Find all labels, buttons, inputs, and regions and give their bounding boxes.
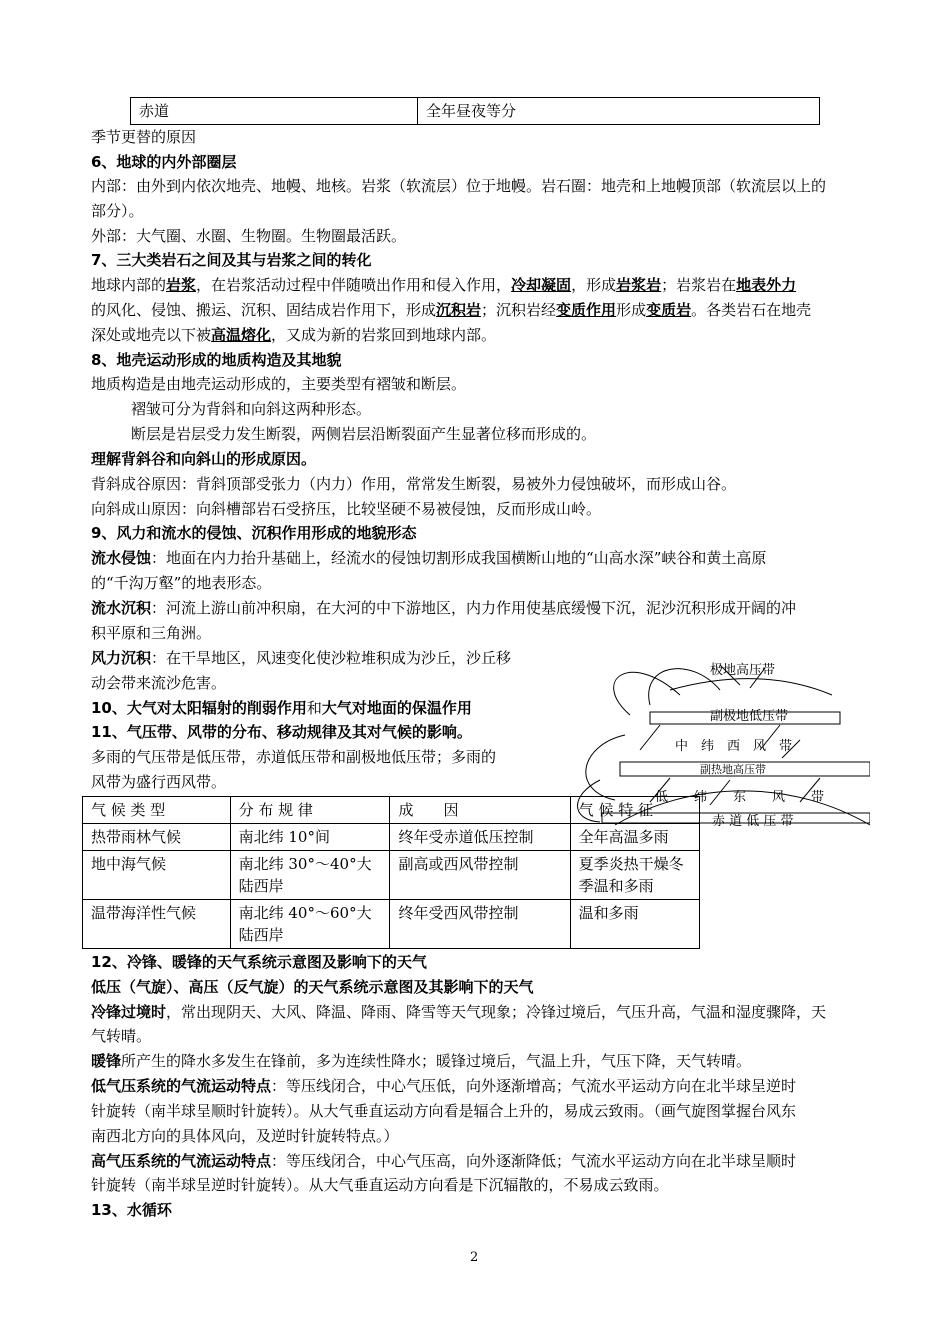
text-line: 褶皱可分为背斜和向斜这两种形态。 <box>131 400 372 418</box>
table-row <box>131 98 820 125</box>
text-line <box>91 1001 826 1023</box>
text-line <box>91 1075 796 1097</box>
text-line: 动会带来流沙危害。 <box>91 674 227 692</box>
keyword: 冷锋过境时 <box>91 1003 167 1021</box>
table-cell: 南北纬 30°～40°大陆西岸 <box>230 851 390 900</box>
table-header-cell: 分 布 规 律 <box>230 797 390 824</box>
section-heading: 9、风力和流水的侵蚀、沉积作用形成的地貌形态 <box>91 524 417 542</box>
table-header-cell: 气 候 类 型 <box>83 797 231 824</box>
text: ：河流上游山前冲积扇，在大河的中下游地区，内力作用使基底缓慢下沉，泥沙沉积形成开阔的冲 <box>151 599 797 617</box>
text: ；沉积岩经 <box>481 301 557 319</box>
table-cell: 赤道 <box>131 98 418 125</box>
polar-high-label: 极地高压带 <box>710 663 776 678</box>
text: 和 <box>306 699 322 717</box>
table-header-cell: 气 候 特 征 <box>570 797 699 824</box>
text: 深处或地壳以下被 <box>91 326 212 344</box>
section-heading: 低压（气旋）、高压（反气旋）的天气系统示意图及其影响下的天气 <box>91 978 534 996</box>
equatorial-low-label: 赤 道 低 压 带 <box>712 814 794 829</box>
section-heading <box>91 697 472 719</box>
text-line <box>91 299 811 321</box>
text-line: 外部：大气圈、水圈、生物圈。生物圈最活跃。 <box>91 227 407 245</box>
table-row <box>83 851 700 900</box>
text-line: 背斜成谷原因：背斜顶部受张力（内力）作用，常常发生断裂，易被外力侵蚀破坏，而形成山谷。 <box>91 475 737 493</box>
text: 所产生的降水多发生在锋前，多为连续性降水；暖锋过境后，气温上升，气压下降，天气转晴。 <box>121 1052 752 1070</box>
section-heading: 理解背斜谷和向斜山的形成原因。 <box>91 450 317 468</box>
table-cell: 地中海气候 <box>83 851 231 900</box>
text: 地球内部的 <box>91 276 167 294</box>
text-line: 季节更替的原因 <box>91 128 197 146</box>
text: ，常出现阴天、大风、降温、降雨、降雪等天气现象；冷锋过境后，气压升高，气温和湿度骤降，天 <box>166 1003 827 1021</box>
keyword: 岩浆 <box>166 276 197 294</box>
text-line: 风带为盛行西风带。 <box>91 773 227 791</box>
text: ；岩浆岩在 <box>661 276 737 294</box>
pressure-wind-belt-diagram <box>570 650 870 835</box>
text-line <box>91 274 796 296</box>
text-line <box>91 647 511 669</box>
section-heading: 6、地球的内外部圈层 <box>91 153 237 171</box>
keyword: 流水沉积 <box>91 599 152 617</box>
text-line: 内部：由外到内依次地壳、地幔、地核。岩浆（软流层）位于地幔。岩石圈：地壳和上地幔顶部（软流层以上的 <box>91 177 827 195</box>
table-cell: 南北纬 10°间 <box>230 824 390 851</box>
text: ：在干旱地区，风速变化使沙粒堆积成为沙丘，沙丘移 <box>151 649 512 667</box>
text: 10、大气对太阳辐射的削弱作用 <box>91 699 307 717</box>
trade-winds-label: 低 纬 东 风 带 <box>655 790 825 805</box>
table-cell: 温和多雨 <box>570 900 699 949</box>
keyword: 冷却凝固 <box>511 276 572 294</box>
keyword: 高气压系统的气流运动特点 <box>91 1152 272 1170</box>
subpolar-low-label: 副极地低压带 <box>710 709 789 724</box>
text-line <box>91 1150 796 1172</box>
text: 的风化、侵蚀、搬运、沉积、固结成岩作用下，形成 <box>91 301 437 319</box>
text: 。各类岩石在地壳 <box>691 301 812 319</box>
text: ，形成 <box>571 276 617 294</box>
table-cell: 终年受赤道低压控制 <box>390 824 570 851</box>
ferrel-cell-arrow <box>586 735 625 800</box>
keyword: 暖锋 <box>91 1052 122 1070</box>
text-line: 断层是岩层受力发生断裂，两侧岩层沿断裂面产生显著位移而形成的。 <box>131 425 597 443</box>
table-header-cell: 成 因 <box>390 797 570 824</box>
hadley-cell-arrow <box>578 780 601 822</box>
text-line: 多雨的气压带是低压带，赤道低压带和副极地低压带；多雨的 <box>91 748 497 766</box>
text: ，又成为新的岩浆回到地球内部。 <box>271 326 497 344</box>
text: 大气对地面的保温作用 <box>321 699 472 717</box>
text-line: 南西北方向的具体风向，及逆时针旋转特点。） <box>91 1127 399 1145</box>
page-number: 2 <box>470 1250 479 1265</box>
text-line: 地质构造是由地壳运动形成的，主要类型有褶皱和断层。 <box>91 375 467 393</box>
text-line: 气转晴。 <box>91 1027 152 1045</box>
table-cell: 终年受西风带控制 <box>390 900 570 949</box>
westerlies-label: 中 纬 西 风 带 <box>675 739 793 754</box>
text-line <box>91 1050 751 1072</box>
text-line <box>91 324 496 346</box>
section-heading: 13、水循环 <box>91 1201 172 1219</box>
text: ：等压线闭合，中心气压低，向外逐渐增高；气流水平运动方向在北半球呈逆时 <box>271 1077 797 1095</box>
text: ：地面在内力抬升基础上，经流水的侵蚀切割形成我国横断山地的“山高水深”峡谷和黄土高原 <box>151 549 767 567</box>
keyword: 变质岩 <box>646 301 692 319</box>
text-line: 积平原和三角洲。 <box>91 624 212 642</box>
table-cell: 热带雨林气候 <box>83 824 231 851</box>
subtropical-high-label: 副热地高压带 <box>700 763 766 776</box>
table-cell: 温带海洋性气候 <box>83 900 231 949</box>
keyword: 沉积岩 <box>436 301 482 319</box>
keyword: 岩浆岩 <box>616 276 662 294</box>
section-heading: 11、气压带、风带的分布、移动规律及其对气候的影响。 <box>91 723 472 741</box>
text-line: 部分）。 <box>91 202 144 220</box>
section-heading: 12、冷锋、暖锋的天气系统示意图及影响下的天气 <box>91 953 427 971</box>
text: ：等压线闭合，中心气压高，向外逐渐降低；气流水平运动方向在北半球呈顺时 <box>271 1152 797 1170</box>
polar-cell-arrow <box>614 672 680 715</box>
keyword: 变质作用 <box>556 301 617 319</box>
table-cell: 全年高温多雨 <box>570 824 699 851</box>
section-heading: 7、三大类岩石之间及其与岩浆之间的转化 <box>91 251 372 269</box>
table-cell: 全年昼夜等分 <box>418 98 820 125</box>
keyword: 高温熔化 <box>211 326 272 344</box>
table-cell: 副高或西风带控制 <box>390 851 570 900</box>
text-line: 针旋转（南半球呈逆时针旋转）。从大气垂直运动方向看是下沉辐散的，不易成云致雨。 <box>91 1176 669 1194</box>
keyword: 地表外力 <box>736 276 797 294</box>
keyword: 低气压系统的气流运动特点 <box>91 1077 272 1095</box>
keyword: 风力沉积 <box>91 649 152 667</box>
table-cell: 南北纬 40°～60°大陆西岸 <box>230 900 390 949</box>
section-heading: 8、地壳运动形成的地质构造及其地貌 <box>91 351 342 369</box>
text-line: 针旋转（南半球呈顺时针旋转）。从大气垂直运动方向看是辐合上升的，易成云致雨。（画气旋图掌握台风东 <box>91 1102 797 1120</box>
table-cell: 夏季炎热干燥冬季温和多雨 <box>570 851 699 900</box>
keyword: 流水侵蚀 <box>91 549 152 567</box>
text-line <box>91 597 796 619</box>
text: ，在岩浆活动过程中伴随喷出作用和侵入作用， <box>196 276 512 294</box>
table-row <box>83 900 700 949</box>
top-table <box>130 97 820 125</box>
text-line: 的“千沟万壑”的地表形态。 <box>91 574 272 592</box>
text-line: 向斜成山原因：向斜槽部岩石受挤压，比较坚硬不易被侵蚀，反而形成山岭。 <box>91 500 602 518</box>
wind-arrow <box>640 725 660 750</box>
text-line <box>91 547 766 569</box>
text: 形成 <box>616 301 647 319</box>
